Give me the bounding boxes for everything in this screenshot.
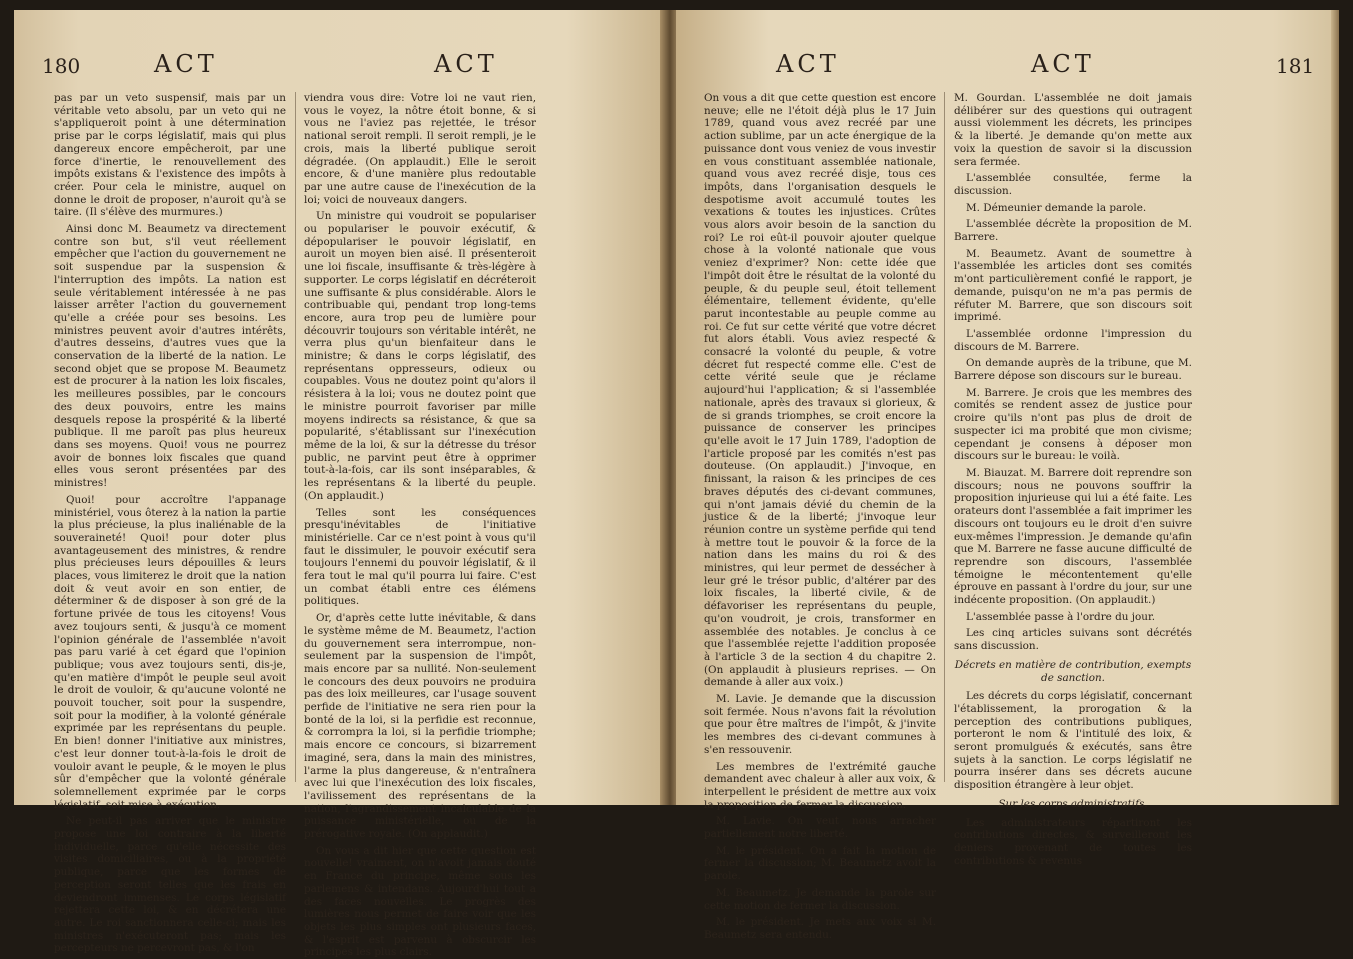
page-number: 180 (42, 54, 81, 78)
paragraph: On vous a dit que cette question est encore neuve; elle ne l'étoit déjà plus le 17 Juin 1789, quand vous avez recréé par une action sublime, par un acte énergique de la puissance dont vous veniez de vous investir en vous constituant assemblée nationale, quand vous avez recréé disje, tous ces impôts, dans l'organisation desquels le despotisme avoit accumulé toutes les vexations & toutes les injustices. Crûtes vous alors avoir besoin de la sanction du roi? Le roi eût-il pouvoir ajouter quelque chose à la volonté nationale que vous veniez d'exprimer? Non: cette idée que l'impôt doit être le résultat de la volonté du peuple, & du peuple seul, étoit tellement élémentaire, tellement évidente, qu'elle parut incontestable au peuple comme au roi. Ce fut sur cette vérité que votre décret fut alors établi. Vous aviez respecté & consacré la volonté du peuple, & votre décret fut respecté comme elle. C'est de cette vérité seule que je réclame aujourd'hui l'application; & si l'assemblée nationale, après des travaux si glorieux, & de si grands triomphes, se croit encore la puissance de conserver les principes qu'elle avoit le 17 Juin 1789, l'adoption de l'article proposé par les comités n'est pas douteuse. (On applaudit.) J'invoque, en finissant, la raison & les principes de ces braves députés des ci-devant communes, qui n'ont jamais dévié du chemin de la justice & de la liberté; j'invoque leur réunion contre un système perfide qui tend à mettre tout le pouvoir & la force de la nation dans les mains du roi & des ministres, qui leur permet de dessécher à leur gré le trésor public, d'altérer par des loix fiscales, la liberté civile, & de défavoriser les représentans du peuple, qu'on voudroit, je crois, transformer en assemblée des notables. Je conclus à ce que l'assemblée rejette l'addition proposée à l'article 3 de la section 4 du chapitre 2. (On applaudit à plusieurs reprises. — On demande à aller aux voix.) (704, 92, 936, 689)
paragraph: viendra vous dire: Votre loi ne vaut rien, vous le voyez, la nôtre étoit bonne, & si vous ne l'aviez pas rejettée, le trésor national seroit rempli. Il seroit rempli, je le crois, mais la liberté publique seroit dégradée. (On applaudit.) Elle le seroit encore, & d'une manière plus redoutable par une autre cause de l'inexécution de la loi; voici de nouveaux dangers. (304, 92, 536, 206)
paragraph: M. Beaumetz. Avant de soumettre à l'assemblée les articles dont ses comités m'ont particulièrement confié le rapport, je demande, puisqu'on ne m'a pas permis de réfuter M. Barrere, que son discours soit imprimé. (954, 247, 1192, 324)
running-head: ACT (1031, 50, 1095, 78)
paragraph: pas par un veto suspensif, mais par un véritable veto absolu, par un veto qui ne s'appliqueroit point à une détermination prise par le corps législatif, mais qui plus dangereux encore empêcheroit, par une force d'inertie, le renouvellement des impôts existans & l'existence des impôts à créer. Pour cela le ministre, auquel on donne le droit de proposer, n'auroit qu'à se taire. (Il s'élève des murmures.) (54, 92, 286, 219)
paragraph: Quoi! pour accroître l'appanage ministériel, vous ôterez à la nation la partie la plus précieuse, la plus inaliénable de la souveraineté! Quoi! pour doter plus avantageusement des ministres, & rendre plus précieuses leurs dépouilles & leurs places, vous limiterez le droit que la nation doit & veut avoir en son entier, de déterminer & de disposer à son gré de la fortune privée de tous les citoyens! Vous avez toujours senti, & jusqu'à ce moment l'opinion générale de l'assemblée n'avoit pas paru varié à cet égard que l'opinion publique; vous avez toujours senti, dis-je, qu'en matière d'impôt le peuple seul avoit le droit de vouloir, & qu'aucune volonté ne pouvoit toucher, soit pour la suspendre, soit pour la modifier, à la volonté générale exprimée par les représentans du peuple. En bien! donner l'initiative aux ministres, c'est leur donner tout-à-la-fois le droit de vouloir avant le peuple, & le moyen le plus sûr d'empêcher que la volonté générale solemnellement exprimée par le corps législatif, soit mise à exécution. (54, 493, 286, 811)
text-column-2 (954, 92, 1192, 867)
paragraph: Or, d'après cette lutte inévitable, & dans le système même de M. Beaumetz, l'action du gouvernement sera interrompue, non-seulement par la suspension de l'impôt, mais encore par sa nullité. Non-seulement le concours des deux pouvoirs ne produira pas des loix meilleures, car l'usage souvent perfide de l'initiative ne sera rien pour la bonté de la loi, si la perfidie est reconnue, & corrompra la loi, si la perfidie triomphe; mais encore ce concours, si bizarrement imaginé, sera, dans la main des ministres, l'arme la plus dangereuse, & n'entraînera avec lui que l'inexécution des loix fiscales, l'avilissement des représentans de la nation, l'agrandissement incalculable de la puissance ministérielle, ou de la prérogative royale. (On applaudit.) (304, 612, 536, 841)
text-column-1 (704, 92, 936, 941)
paragraph: L'assemblée consultée, ferme la discussion. (954, 172, 1192, 197)
paragraph: On demande auprès de la tribune, que M. Barrere dépose son discours sur le bureau. (954, 357, 1192, 383)
column-rule (944, 92, 945, 782)
paragraph: L'assemblée ordonne l'impression du discours de M. Barrere. (954, 327, 1192, 353)
paragraph: Les décrets du corps législatif, concernant l'établissement, la prorogation & la perception des contributions publiques, porteront le nom & l'intitulé des loix, & seront promulgués & exécutés, sans être sujets à la sanction. Le corps législatif ne pourra insérer dans ses décrets aucune disposition étrangère à leur objet. (954, 690, 1192, 792)
paragraph: M. Biauzat. M. Barrere doit reprendre son discours; nous ne pouvons souffrir la proposition injurieuse qui lui a été faite. Les orateurs dont l'assemblée a fait imprimer les discours ont toujours eu le droit d'en suivre eux-mêmes l'impression. Je demande qu'afin que M. Barrere ne fasse aucune difficulté de reprendre son discours, l'assemblée témoigne le mécontentement qu'elle éprouve en passant à l'ordre du jour, sur une indécente proposition. (On applaudit.) (954, 466, 1192, 607)
paragraph: On vous a dit hier que cette question est nouvelle! vraiment, on n'avoit jamais douté en France du principe, même sous les parlemens & intendans. Aujourd'hui tout a des faces nouvelles. Le progrès des lumières nous permet de faire voir que les objets les plus simples ont plusieurs faces, & l'esprit est parvenu à obscurcir les principes les plus clairs. (304, 844, 536, 959)
text-column-2 (304, 92, 536, 959)
section-heading: Sur les corps administratifs. (998, 797, 1148, 810)
paragraph: M. le président. Je mets aux voix si M. Beaumetz sera entendu. (704, 916, 936, 941)
running-head: ACT (776, 50, 840, 78)
paragraph: M. Beaumetz. Je demande la parole sur cette motion de fermer la discussion. (704, 886, 936, 912)
paragraph: Les cinq articles suivans sont décrétés sans discussion. (954, 627, 1192, 653)
paragraph: M. Lavie. On veut nous arracher partiellement notre liberté. (704, 815, 936, 841)
paragraph: M. Barrere. Je crois que les membres des comités se rendent assez de justice pour croire qu'ils n'ont pas plus de droit de suspecter ici ma probité que mon civisme; cependant je consens à déposer mon discours sur le bureau: le voilà. (954, 386, 1192, 463)
paragraph: M. Lavie. Je demande que la discussion soit fermée. Nous n'avons fait la révolution que pour être maîtres de l'impôt, & j'invite les membres des ci-devant communes à s'en ressouvenir. (704, 693, 936, 756)
left-page (14, 10, 664, 959)
paragraph: M. Gourdan. L'assemblée ne doit jamais délibérer sur des questions qui outragent aussi violemment les décrets, les principes & la liberté. Je demande qu'on mette aux voix la question de savoir si la discussion sera fermée. (954, 92, 1192, 168)
paragraph: M. Démeunier demande la parole. (966, 201, 1147, 214)
section-heading: Décrets en matière de contribution, exempts de sanction. (954, 658, 1192, 684)
page-number: 181 (1276, 54, 1315, 78)
paragraph: Telles sont les conséquences presqu'inévitables de l'initiative ministérielle. Car ce n'est point à vous qu'il faut le dissimuler, le pouvoir exécutif sera toujours l'ennemi du pouvoir législatif, & il fera tout le mal qu'il pourra lui faire. C'est un combat établi entre ces élémens politiques. (304, 506, 536, 608)
paragraph: Un ministre qui voudroit se populariser ou populariser le pouvoir exécutif, & dépopulariser le pouvoir législatif, en auroit un moyen bien aisé. Il présenteroit une loi fiscale, insuffisante & très-légère à supporter. Le corps législatif en décréteroit une suffisante & plus considérable. Alors le contribuable qui, pendant trop long-tems encore, aura trop peu de lumière pour découvrir toujours son véritable intérêt, ne verra plus qu'un bienfaiteur dans le ministre; & dans le corps législatif, des représentans oppresseurs, odieux ou coupables. Vous ne doutez point qu'alors il résistera à la loi; vous ne doutez point que le ministre pourroit favoriser par mille moyens indirects sa résistance, & que sa popularité, s'établissant sur l'inexécution même de la loi, & sur la détresse du trésor public, ne parvint peut être à opprimer tout-à-la-fois, car ils sont inséparables, & les représentans & la liberté du peuple. (On applaudit.) (304, 210, 536, 502)
book-spread (14, 10, 1339, 959)
paragraph: M. le président. On a fait la motion de fermer la discussion; M. Beaumetz avoit la parole. (704, 844, 936, 883)
page-edge (1331, 10, 1339, 805)
paragraph: Les membres de l'extrémité gauche demandent avec chaleur à aller aux voix, & interpellent le président de mettre aux voix la proposition de fermer la discussion. (704, 760, 936, 811)
paragraph: L'assemblée décrète la proposition de M. Barrere. (954, 218, 1192, 244)
paragraph: Ainsi donc M. Beaumetz va directement contre son but, s'il veut réellement empêcher que l'action du gouvernement ne soit suspendue par la suspension & l'interruption des impôts. La nation est seule véritablement intéressée à ne pas laisser arrêter l'action du gouvernement qu'elle a créée pour ses besoins. Les ministres peuvent avoir d'autres intérêts, d'autres desseins, d'autres vues que la conservation de la liberté de la nation. Le second objet que se propose M. Beaumetz est de procurer à la nation les loix fiscales, les meilleures possibles, par le concours des deux pouvoirs, entre les mains desquels repose la prospérité & la liberté publique. Il me paroît pas plus heureux dans ses moyens. Quoi! vous ne pourrez avoir de bonnes loix fiscales que quand elles vous seront présentées par des ministres! (54, 223, 286, 490)
running-head: ACT (154, 50, 218, 78)
paragraph: L'assemblée passe à l'ordre du jour. (966, 610, 1156, 623)
paragraph: Les administrateurs répartiront les contributions directes, & surveilleront les deniers provenant de toutes les contributions & revenus (954, 816, 1192, 867)
right-page (676, 10, 1339, 941)
column-rule (295, 92, 296, 782)
paragraph: Ne peut-il pas arriver que le ministre propose une loi contraire à la liberté individuelle, parce qu'elle nécessite des visites domiciliaires, ou à la propriété publique, parce que les formes de perception seront telles que les frais en deviendront immenses. Le corps législatif rejettera cette loi, & en décrétera une autre. Le roi sanctionnera celle-ci; mais les ministres n'exécuteront pas; mais les percepteurs ne percevront pas, & l'on (54, 815, 286, 955)
text-column-1 (54, 92, 286, 955)
running-head: ACT (434, 50, 498, 78)
